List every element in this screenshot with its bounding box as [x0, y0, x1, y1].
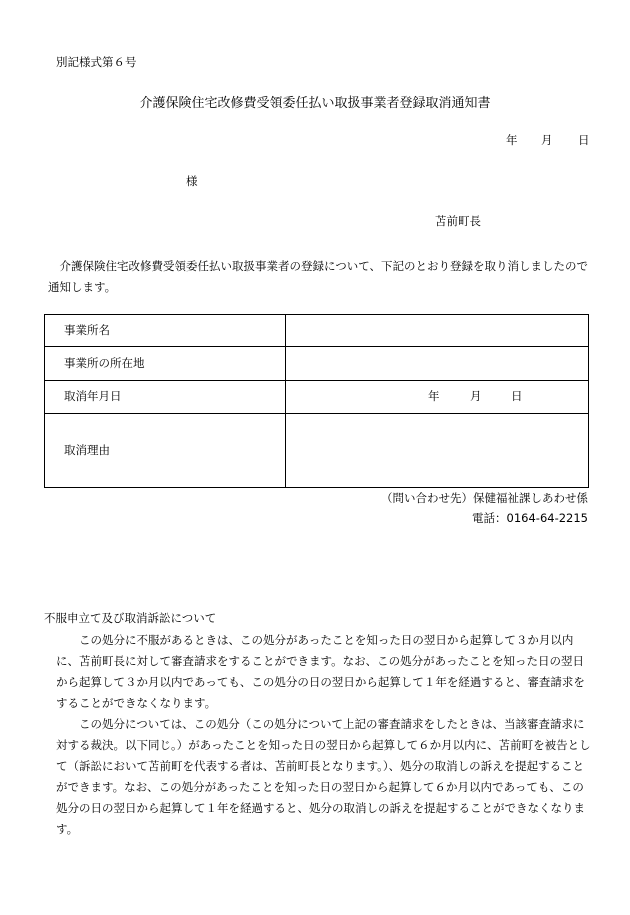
table-row — [45, 381, 589, 414]
date-year-label: 年 — [506, 133, 518, 147]
issuer-name: 苫前町長 — [435, 214, 481, 228]
cancel-date-month: 月 — [470, 389, 482, 403]
addressee-suffix: 様 — [186, 174, 198, 188]
registration-info-table — [44, 314, 589, 488]
form-number: 別記様式第６号 — [56, 55, 137, 69]
phone-number: 電話：0164-64-2215 — [472, 511, 588, 525]
appeal-heading: 不服申立て及び取消訴訟について — [44, 611, 217, 625]
appeal-body — [44, 630, 592, 840]
cancel-date-day: 日 — [511, 389, 523, 403]
label-cancel-reason: 取消理由 — [45, 414, 286, 488]
value-office-name — [286, 315, 589, 347]
appeal-paragraph: この処分に不服があるときは、この処分があったことを知った日の翌日から起算して３か月以内に、苫前町長に対して審査請求をすることができます。なお、この処分があったことを知った日の翌日から起算して３か月以内であっても、この処分の日の翌日から起算して１年を経過すると、審査請求をすることができなくなります。 — [56, 633, 585, 710]
contact-info: （問い合わせ先）保健福祉課しあわせ係 — [381, 491, 588, 505]
table-row — [45, 347, 589, 381]
date-month-label: 月 — [541, 133, 553, 147]
label-cancel-date: 取消年月日 — [45, 381, 286, 414]
value-cancel-date — [286, 381, 589, 414]
document-title: 介護保険住宅改修費受領委任払い取扱事業者登録取消通知書 — [139, 96, 491, 111]
notice-body — [48, 256, 593, 298]
label-office-address: 事業所の所在地 — [45, 347, 286, 381]
table-row — [45, 315, 589, 347]
appeal-paragraph: この処分については、この処分（この処分について上記の審査請求をしたときは、当該審査請求に対する裁決。以下同じ。）があったことを知った日の翌日から起算して６か月以内に、苫前町を被告として（訴訟において苫前町を代表する者は、苫前町長となります。）、処分の取消しの訴えを提起することができます。なお、この処分があったことを知った日の翌日から起算して６か月以内であっても、この処分の日の翌日から起算して１年を経過すると、処分の取消しの訴えを提起することができなくなります。 — [56, 717, 591, 836]
notice-body-text: 介護保険住宅改修費受領委任払い取扱事業者の登録について、下記のとおり登録を取り消しましたので通知します。 — [48, 259, 589, 294]
table-row — [45, 414, 589, 488]
label-office-name: 事業所名 — [45, 315, 286, 347]
date-day-label: 日 — [578, 133, 590, 147]
cancel-date-year: 年 — [428, 389, 440, 403]
value-cancel-reason — [286, 414, 589, 488]
value-office-address — [286, 347, 589, 381]
